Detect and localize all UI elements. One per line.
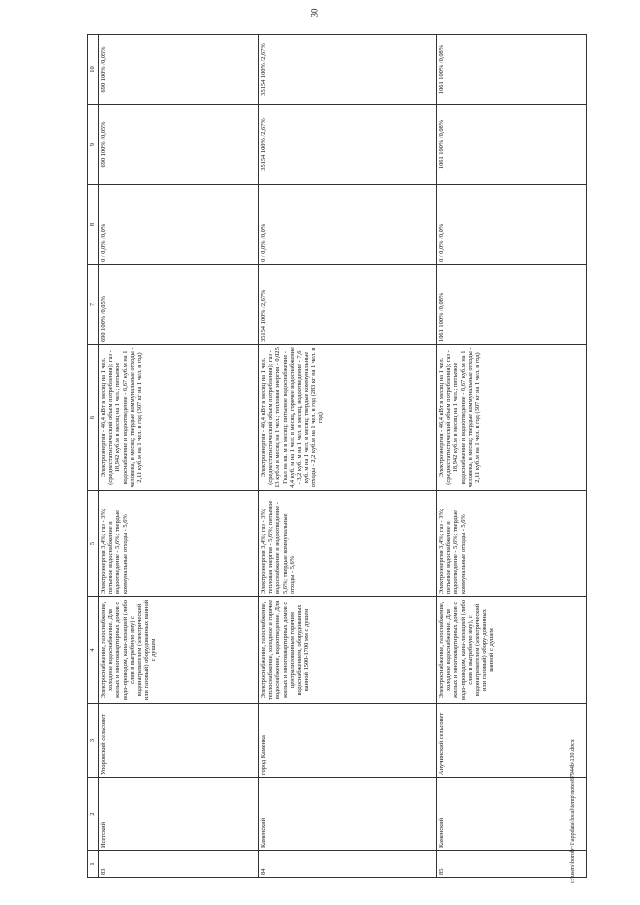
column-number: 10 — [88, 35, 99, 105]
table-row — [259, 35, 437, 878]
share-cell: Электроэнергия 3,4%; газ - 3%; питьевое водоснабжение и водоотведение - 5,6%; твердые коммунальные отходы - 5,6% — [99, 491, 259, 597]
share-cell: Электроэнергия 3,4%; газ - 3%; питьевое водоснабжение и водоотведение - 5,6%; твердые коммунальные отходы - 5,6% — [437, 491, 587, 597]
column-number: 9 — [88, 105, 99, 185]
tariff-table — [87, 34, 587, 878]
value-cell-8: 0 / 0,0% /0,0% — [259, 185, 437, 265]
share-cell: Электроэнергия 3,4%; газ - 3%; тепловая энергия - 5,6%; питьевое водоснабжение и водоотведение - 5,6%; твердые коммунальные отходы - 5,6% — [259, 491, 437, 597]
services-cell: Электроснабжение, газоснабжение, холодное водоснабжение. Для жилых и многоквартирных домов с водо-проводом, кана-лизацией (либо слив в выгребную яму) с водонагревателем (электрический или газовый) оборудованных ванной с душем — [99, 597, 259, 704]
column-number: 1 — [88, 851, 99, 878]
value-cell-8: 0 / 0,0% /0,0% — [99, 185, 259, 265]
page-number: 30 — [309, 8, 320, 18]
district-cell: Каменский — [259, 778, 437, 851]
value-cell-9: 1061 100% /0,08% — [437, 105, 587, 185]
value-cell-9: 690 100% /0,05% — [99, 105, 259, 185]
value-cell-8: 0 / 0,0% /0,0% — [437, 185, 587, 265]
table-row — [99, 35, 259, 878]
norms-cell: Электроэнергия - 46,4 кВт в месяц на 1 чел. (среднестатистический объем потребления); газ - 18,942 куб.м в месяц на 1 чел.; питьевое водоснабжение и водоотведение - 6,67 куб.м на 1 человека, в месяц; твердые коммунальные отходы - 2,11 куб.м на 1 чел. в год (307 кг на 1 чел. в год) — [437, 345, 587, 491]
value-cell-10: 1061 100% /0,08% — [437, 35, 587, 105]
settlement-cell: Упоровский сельсовет — [99, 704, 259, 778]
column-number: 3 — [88, 704, 99, 778]
services-cell: Электроснабжение, газоснабжение, холодное водоснабжение. Для жилых и многоквартирных домов с водо-проводом, кана-лизацией (либо слив в выгребную яму), с водонагревателем (электрический или газовый) обору-дованных ванной с душем — [437, 597, 587, 704]
column-number: 6 — [88, 345, 99, 491]
district-cell: Исетский — [99, 778, 259, 851]
value-cell-7: 35154 100% /2,67% — [259, 265, 437, 345]
table-row — [437, 35, 587, 878]
services-cell: Электроснабжение, газоснабжение, теплоснабжение, холодное и горячее водоснабжение, водоотведение. Для жилых и многоквартирных домов с централизованным горячим водоснабжением, оборудованных ванной 1500-1700 мм с душем — [259, 597, 437, 704]
row-number: 83 — [99, 851, 259, 878]
column-number: 2 — [88, 778, 99, 851]
column-number: 7 — [88, 265, 99, 345]
column-number: 4 — [88, 597, 99, 704]
column-number: 8 — [88, 185, 99, 265]
value-cell-7: 1061 100% /0,08% — [437, 265, 587, 345]
row-number: 84 — [259, 851, 437, 878]
settlement-cell: Анучинский сельсовет — [437, 704, 587, 778]
settlement-cell: город Каменка — [259, 704, 437, 778]
row-number: 85 — [437, 851, 587, 878]
norms-cell: Электроэнергия - 46,4 кВт в месяц на 1 чел. (среднестатистический объем потребления); газ - 13 куб.м в месяц на 1 чел.; тепловая энергия - 0,025 Гкал на кв. м в месяц; питьевое водоснабжение - 4,4 куб. м на 1 чел. в месяц, горячее водоснабжение - 3,2 куб. м на 1 чел. в месяц, водоотведение - 7,6 куб. м на 1 чел. в месяц; твердые коммунальные отходы - 2,2 куб.м на 1 чел. в год (283 кг на 1 чел. в год) — [259, 345, 437, 491]
rotated-table-container — [87, 35, 585, 878]
value-cell-9: 35154 100% /2,67% — [259, 105, 437, 185]
norms-cell: Электроэнергия - 46,4 кВт в месяц на 1 чел. (среднестатистический объем потребления); газ - 18,942 куб.м в месяц на 1 чел.; питьевое водоснабжение и водоотведение - 6,67 куб.м на 1 человека, в месяц; твердые коммунальные отходы - 2,11 куб.м на 1 чел. в год (307 кг на 1 чел. в год) — [99, 345, 259, 491]
value-cell-7: 690 100% /0,05% — [99, 265, 259, 345]
value-cell-10: 35154 100% /2,67% — [259, 35, 437, 105]
footer-file-path: c:\users\borob~1\appdata\local\temp\notes87944b\130.docx — [570, 739, 576, 883]
value-cell-10: 690 100% /0,05% — [99, 35, 259, 105]
column-number: 5 — [88, 491, 99, 597]
column-number-row — [88, 35, 99, 878]
district-cell: Каменский — [437, 778, 587, 851]
